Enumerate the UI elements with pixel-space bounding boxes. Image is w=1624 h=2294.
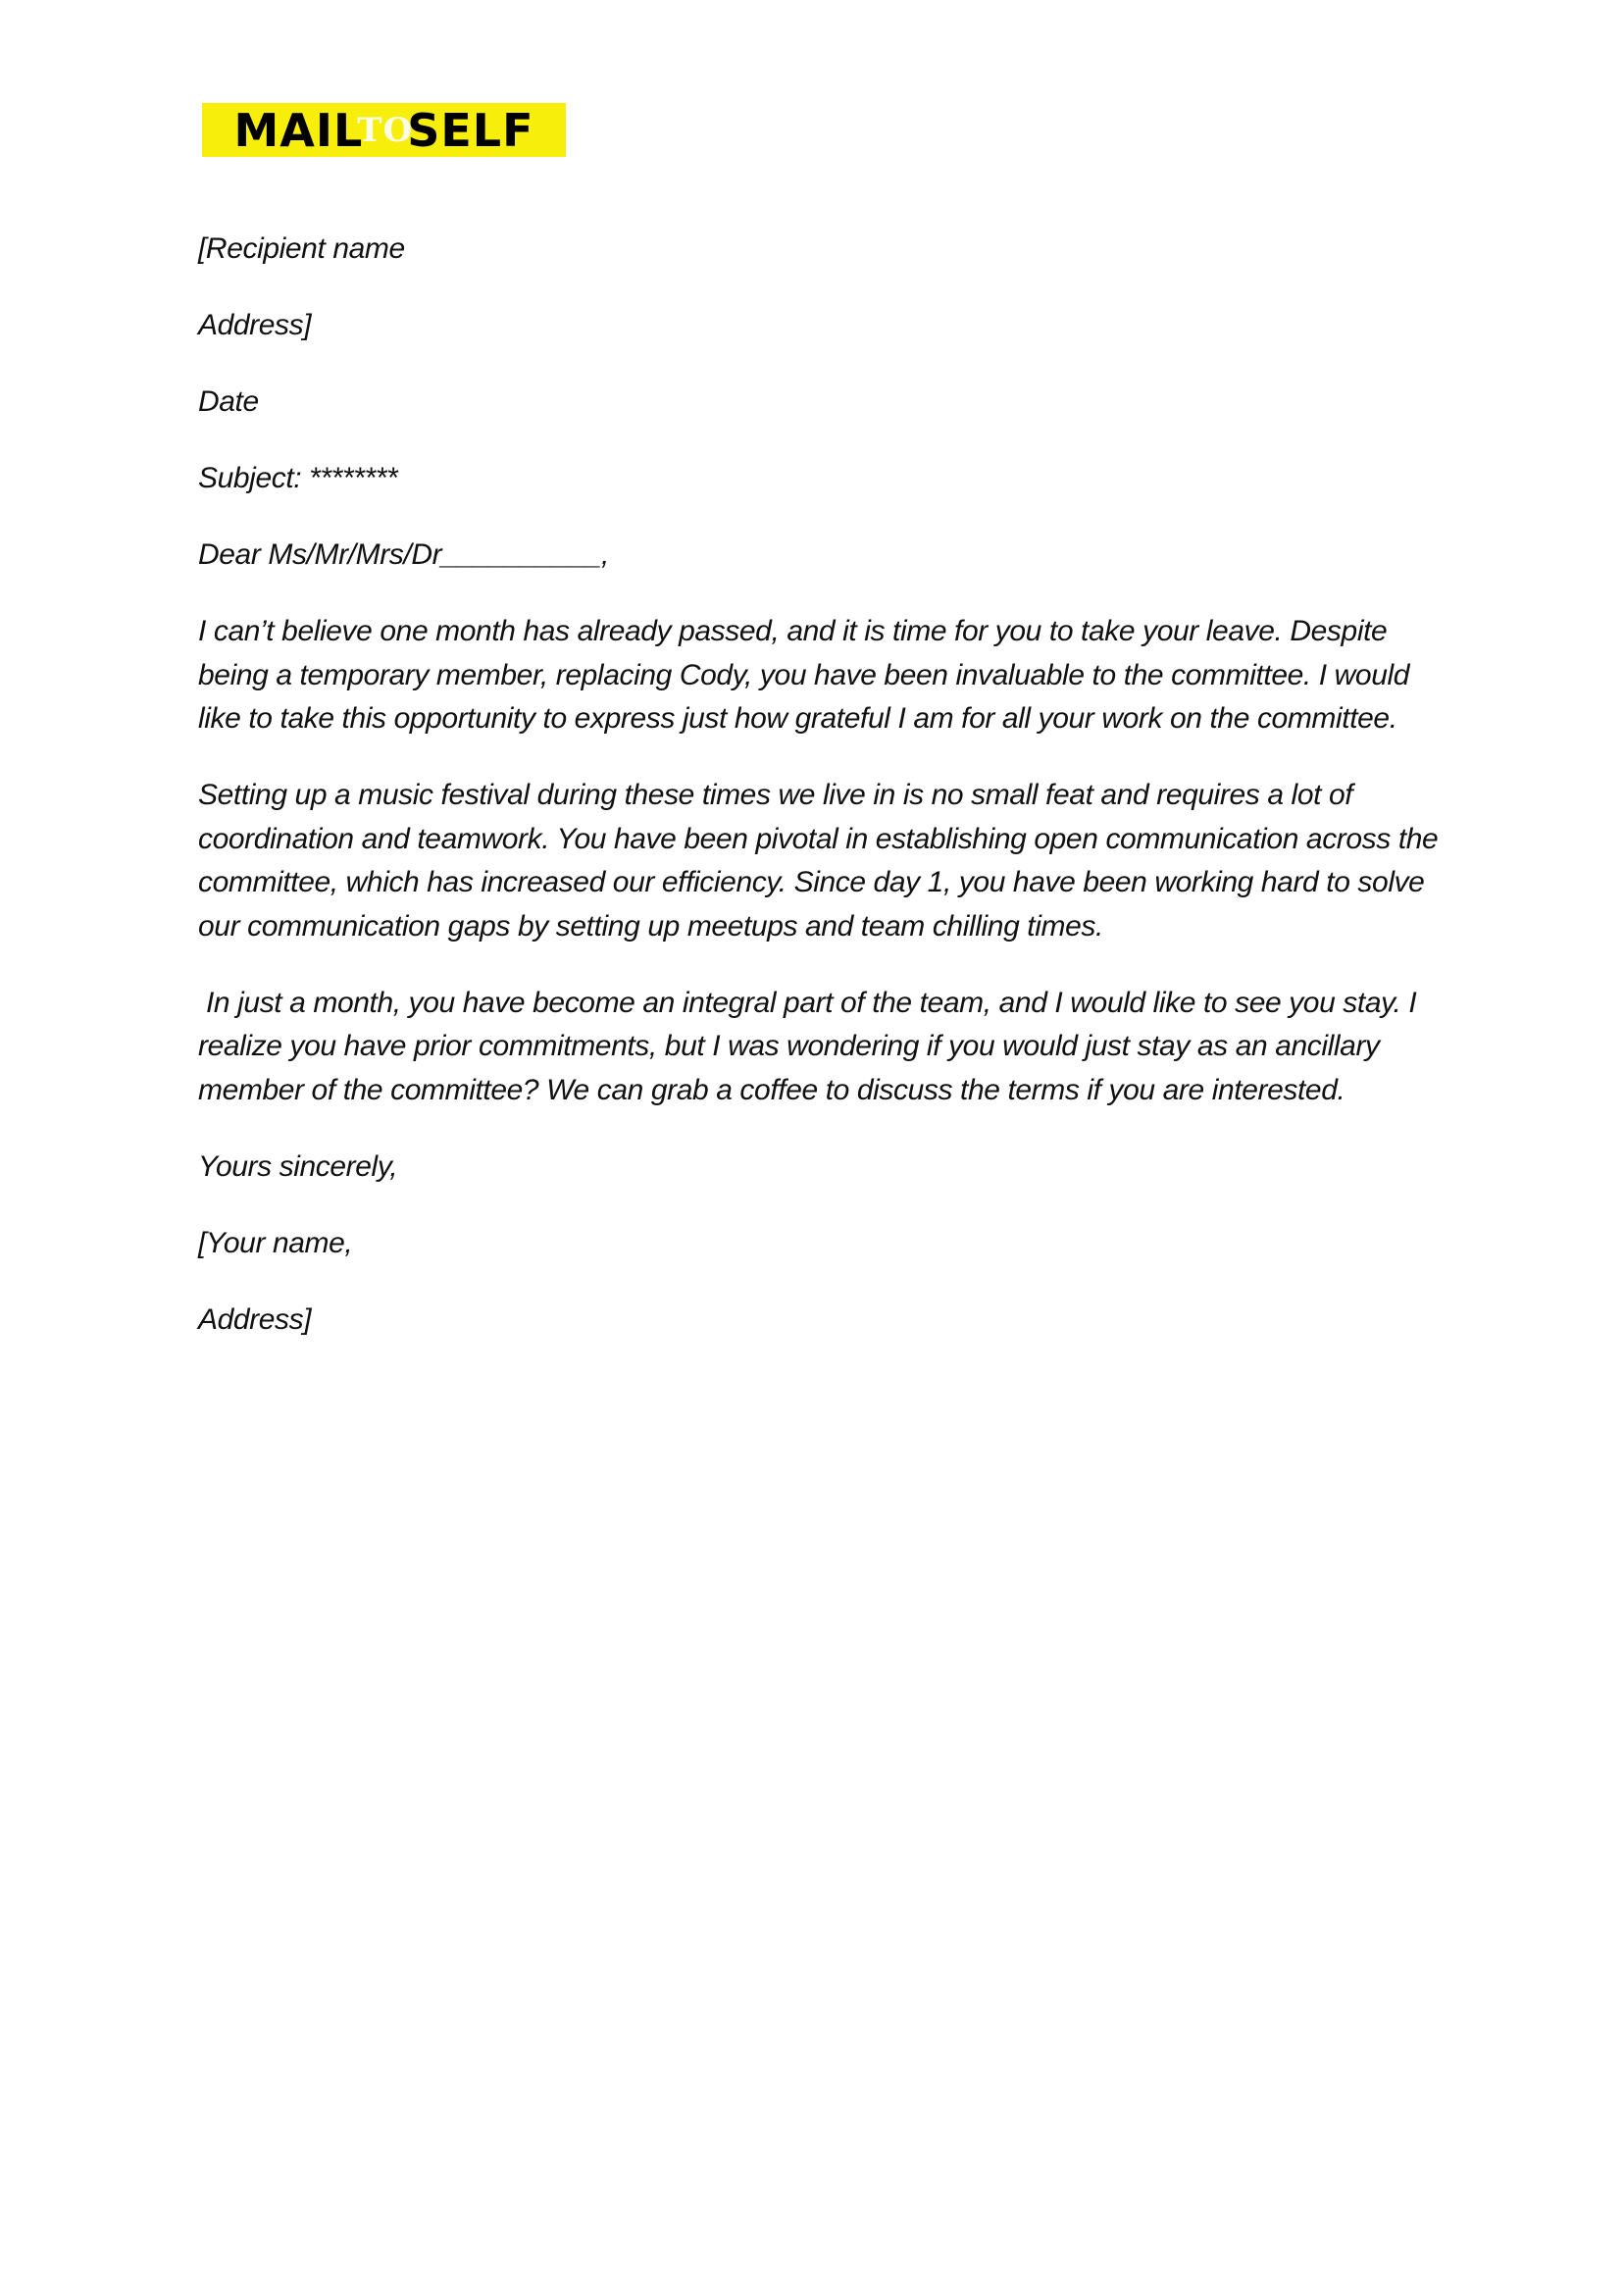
logo-text-mail: MAIL: [233, 103, 364, 157]
paragraph-2: Setting up a music festival during these times we live in is no small feat and requires a lot of coordination and teamwork. You have been pivotal in establishing open communication across the committee, which has increased our efficiency. Since day 1, you have been working hard to solve our communication gaps by setting up meetups and team chilling times.: [198, 779, 1439, 943]
logo-text-to: TO: [357, 110, 414, 150]
recipient-name: [Recipient name: [198, 232, 405, 265]
sender-address: Address]: [198, 1302, 312, 1336]
paragraph-1: I can’t believe one month has already passed, and it is time for you to take your leave. Despite being a temporary member, replacing Cody, you have been invaluable to the committee. I would like to take this opportunity to express just how grateful I am for all your work on the committee.: [198, 615, 1410, 735]
subject: Subject: ********: [198, 462, 398, 494]
sender-name: [Your name,: [198, 1226, 353, 1259]
closing: Yours sincerely,: [198, 1149, 398, 1183]
recipient-address: Address]: [198, 309, 312, 341]
paragraph-3: In just a month, you have become an integral part of the team, and I would like to see you stay. I realize you have prior commitments, but I was wondering if you would just stay as an ancillary member of the committee? We can grab a coffee to discuss the terms if you are interested.: [198, 986, 1417, 1106]
salutation: Dear Ms/Mr/Mrs/Dr__________,: [198, 538, 609, 571]
mailtoself-logo: [202, 103, 566, 157]
letter-body: [198, 228, 1453, 1375]
date: Date: [198, 385, 259, 418]
logo-text-self: SELF: [407, 103, 534, 157]
